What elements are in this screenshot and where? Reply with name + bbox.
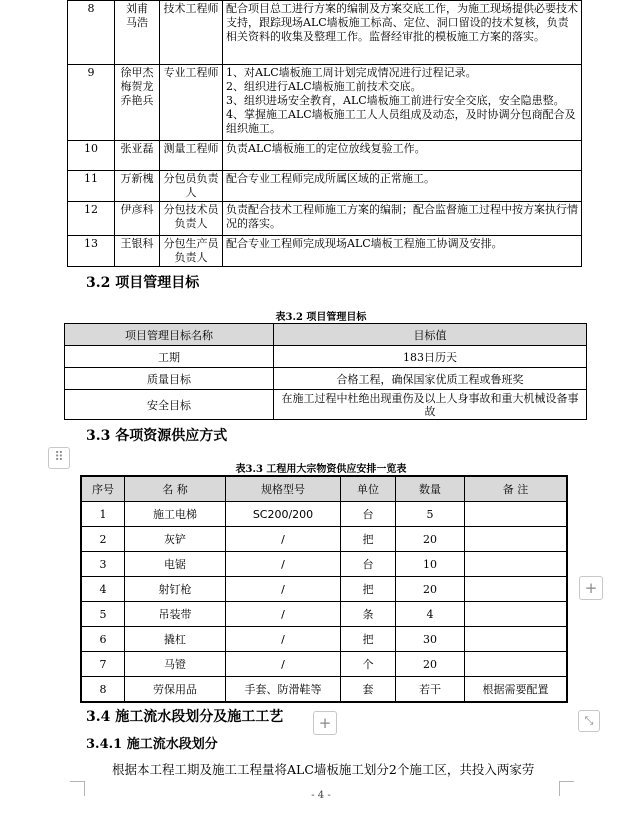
supply-name: 马镫 [125, 652, 226, 677]
staff-no: 10 [68, 141, 115, 171]
staff-row [68, 141, 582, 171]
supply-no: 5 [81, 602, 125, 627]
table-move-handle[interactable]: ⠿ [48, 447, 70, 469]
table-resize-handle[interactable]: ⤡ [578, 710, 600, 732]
staff-row [68, 202, 582, 236]
supply-no: 1 [81, 502, 125, 527]
add-row-button[interactable]: + [313, 711, 337, 735]
supply-spec: / [226, 602, 341, 627]
staff-name: 王银科 [115, 236, 160, 267]
materials-supply-table [80, 475, 568, 703]
staff-duty: 配合项目总工进行方案的编制及方案交底工作，为施工现场提供必要技术支持，跟踪现场ALC墙板施工标高、定位、洞口留设的技术复核，负责相关资料的收集及整理工作。监督经审批的模板施工方案的落实。 [223, 1, 582, 65]
staff-no: 13 [68, 236, 115, 267]
supply-unit: 台 [341, 502, 396, 527]
staff-role: 分包员负责人 [160, 171, 223, 202]
supply-note: 根据需要配置 [465, 677, 568, 703]
staff-name: 伊彦科 [115, 202, 160, 236]
supply-header-no: 序号 [81, 476, 125, 502]
goal-name: 工期 [65, 346, 274, 368]
supply-spec: SC200/200 [226, 502, 341, 527]
supply-row [81, 577, 567, 602]
staff-row [68, 236, 582, 267]
section-3-4-1-heading: 3.4.1 施工流水段划分 [86, 737, 218, 752]
supply-header-note: 备 注 [465, 476, 568, 502]
supply-name: 电锯 [125, 552, 226, 577]
staff-responsibility-table [67, 0, 582, 267]
supply-name: 撬杠 [125, 627, 226, 652]
supply-no: 3 [81, 552, 125, 577]
supply-note [465, 577, 568, 602]
supply-name: 射钉枪 [125, 577, 226, 602]
page-number: - 4 - [311, 790, 331, 801]
supply-row [81, 677, 567, 703]
staff-no: 8 [68, 1, 115, 65]
supply-note [465, 652, 568, 677]
supply-note [465, 602, 568, 627]
supply-header-name: 名 称 [125, 476, 226, 502]
table-3-2-caption: 表3.2 项目管理目标 [275, 312, 367, 323]
supply-no: 4 [81, 577, 125, 602]
supply-name: 劳保用品 [125, 677, 226, 703]
supply-name: 吊装带 [125, 602, 226, 627]
supply-spec: / [226, 527, 341, 552]
staff-no: 11 [68, 171, 115, 202]
goal-value: 在施工过程中杜绝出现重伤及以上人身事故和重大机械设备事故 [274, 390, 587, 420]
add-column-button[interactable]: + [579, 576, 603, 600]
section-3-4-heading: 3.4 施工流水段划分及施工工艺 [86, 709, 284, 725]
goal-name: 质量目标 [65, 368, 274, 390]
supply-name: 施工电梯 [125, 502, 226, 527]
supply-unit: 把 [341, 627, 396, 652]
supply-no: 2 [81, 527, 125, 552]
goal-name: 安全目标 [65, 390, 274, 420]
supply-qty: 20 [396, 652, 465, 677]
supply-name: 灰铲 [125, 527, 226, 552]
supply-qty: 5 [396, 502, 465, 527]
staff-row [68, 65, 582, 141]
supply-no: 7 [81, 652, 125, 677]
supply-header-qty: 数量 [396, 476, 465, 502]
section-3-3-heading: 3.3 各项资源供应方式 [86, 428, 228, 444]
supply-qty: 30 [396, 627, 465, 652]
supply-spec: / [226, 552, 341, 577]
goals-header-name: 项目管理目标名称 [65, 324, 274, 346]
staff-name: 万新槐 [115, 171, 160, 202]
goal-value: 合格工程，确保国家优质工程或鲁班奖 [274, 368, 587, 390]
supply-unit: 套 [341, 677, 396, 703]
staff-role: 分包生产员负责人 [160, 236, 223, 267]
staff-row [68, 1, 582, 65]
staff-no: 9 [68, 65, 115, 141]
staff-duty: 负责ALC墙板施工的定位放线复验工作。 [223, 141, 582, 171]
supply-note [465, 502, 568, 527]
supply-row [81, 627, 567, 652]
supply-note [465, 527, 568, 552]
supply-qty: 10 [396, 552, 465, 577]
goal-value: 183日历天 [274, 346, 587, 368]
supply-spec: / [226, 577, 341, 602]
supply-row [81, 527, 567, 552]
supply-note [465, 552, 568, 577]
staff-duty: 1、对ALC墙板施工周计划完成情况进行过程记录。 2、组织进行ALC墙板施工前技术交底。 3、组织进场安全教育，ALC墙板施工前进行安全交底，安全隐患整。 4、掌握施工ALC墙板施工工人人员组成及动态，及时协调分包商配合及组织施工。 [223, 65, 582, 141]
supply-header-spec: 规格型号 [226, 476, 341, 502]
staff-name: 张亚磊 [115, 141, 160, 171]
staff-duty: 负责配合技术工程师施工方案的编制；配合监督施工过程中按方案执行情况的落实。 [223, 202, 582, 236]
staff-role: 技术工程师 [160, 1, 223, 65]
staff-no: 12 [68, 202, 115, 236]
supply-header-unit: 单位 [341, 476, 396, 502]
staff-role: 专业工程师 [160, 65, 223, 141]
staff-name: 刘甫 马浩 [115, 1, 160, 65]
supply-row [81, 602, 567, 627]
supply-row [81, 652, 567, 677]
supply-unit: 台 [341, 552, 396, 577]
supply-qty: 20 [396, 577, 465, 602]
supply-unit: 把 [341, 577, 396, 602]
supply-qty: 若干 [396, 677, 465, 703]
body-paragraph: 根据本工程工期及施工工程量将ALC墙板施工划分2个施工区，共投入两家劳 [112, 762, 535, 777]
staff-row [68, 171, 582, 202]
staff-name: 徐甲杰 梅贺龙 乔艳兵 [115, 65, 160, 141]
supply-qty: 20 [396, 527, 465, 552]
supply-unit: 个 [341, 652, 396, 677]
staff-duty: 配合专业工程师完成所属区域的正常施工。 [223, 171, 582, 202]
staff-role: 分包技术员负责人 [160, 202, 223, 236]
supply-qty: 4 [396, 602, 465, 627]
supply-spec: / [226, 652, 341, 677]
supply-row [81, 502, 567, 527]
project-goals-table [64, 323, 587, 420]
supply-no: 6 [81, 627, 125, 652]
supply-no: 8 [81, 677, 125, 703]
table-3-3-caption: 表3.3 工程用大宗物资供应安排一览表 [235, 464, 407, 475]
staff-role: 测量工程师 [160, 141, 223, 171]
supply-unit: 条 [341, 602, 396, 627]
section-3-2-heading: 3.2 项目管理目标 [86, 275, 200, 291]
supply-spec: / [226, 627, 341, 652]
goals-header-value: 目标值 [274, 324, 587, 346]
supply-note [465, 627, 568, 652]
supply-spec: 手套、防滑鞋等 [226, 677, 341, 703]
supply-row [81, 552, 567, 577]
supply-unit: 把 [341, 527, 396, 552]
staff-duty: 配合专业工程师完成现场ALC墙板工程施工协调及安排。 [223, 236, 582, 267]
